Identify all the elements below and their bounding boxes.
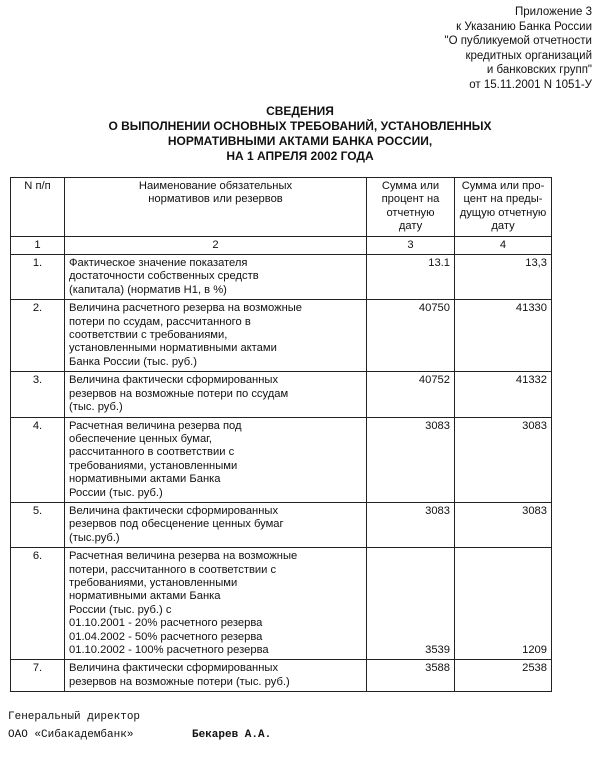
row-number: 2. (11, 300, 65, 372)
requirement-name (65, 502, 367, 547)
requirement-name-line: резервов на возможные потери (тыс. руб.) (69, 675, 290, 688)
requirement-name-line: установленными нормативными актами (69, 342, 277, 355)
current-value: 3588 (367, 660, 455, 692)
requirement-name-line: нормативными актами Банка (69, 590, 221, 603)
table-header-row (11, 178, 552, 237)
row-number: 5. (11, 502, 65, 547)
table-row (11, 417, 552, 502)
header-cell-name: Наименование обязательных нормативов или резервов (65, 178, 367, 237)
requirement-name-line: Величина расчетного резерва на возможные (69, 302, 303, 315)
previous-value: 1209 (455, 548, 552, 660)
requirement-name (65, 300, 367, 372)
requirement-name-line: соответствии с требованиями, (69, 329, 228, 342)
previous-value: 41332 (455, 372, 552, 417)
header-cell-current: Сумма или процент на отчетную дату (367, 178, 455, 237)
signer-position: Генеральный директор (8, 711, 141, 723)
table-row (11, 300, 552, 372)
appendix-line: от 15.11.2001 N 1051-У (469, 78, 592, 91)
requirement-name (65, 372, 367, 417)
requirement-name-line: потери, рассчитанного в соответствии с (69, 563, 277, 576)
current-value: 3083 (367, 502, 455, 547)
requirement-name (65, 548, 367, 660)
current-value: 3539 (367, 548, 455, 660)
requirement-name-line: потери по ссудам, рассчитанного в (69, 315, 251, 328)
signer-name: Бекарев А.А. (192, 729, 272, 741)
table-row (11, 372, 552, 417)
signature-block (8, 708, 272, 744)
title-line: СВЕДЕНИЯ (266, 104, 334, 118)
requirement-name (65, 255, 367, 300)
table-row (11, 255, 552, 300)
requirement-name-line: резервов под обесценение ценных бумаг (69, 518, 284, 531)
previous-value: 3083 (455, 502, 552, 547)
title-line: НА 1 АПРЕЛЯ 2002 ГОДА (226, 149, 374, 163)
requirement-name-line: 01.04.2002 - 50% расчетного резерва (69, 630, 263, 643)
appendix-line: Приложение 3 (514, 6, 592, 18)
column-index: 3 (367, 236, 455, 254)
requirement-name-line: достаточности собственных средств (69, 270, 259, 283)
current-value: 3083 (367, 417, 455, 502)
table-row (11, 502, 552, 547)
requirement-name-line: (тыс.руб.) (69, 531, 120, 544)
requirement-name-line: резервов на возможные потери по ссудам (69, 387, 289, 400)
header-cell-previous: Сумма или про- цент на преды- дущую отчетную дату (455, 178, 552, 237)
current-value: 40752 (367, 372, 455, 417)
requirement-name-line: Величина фактически сформированных (69, 662, 279, 675)
document-title (0, 104, 600, 164)
requirement-name (65, 660, 367, 692)
organization-name: ОАО «Сибакадембанк» (8, 729, 134, 741)
row-number: 7. (11, 660, 65, 692)
requirement-name-line: (капитала) (норматив Н1, в %) (69, 283, 227, 296)
table-row (11, 660, 552, 692)
requirement-name-line: России (тыс. руб.) (69, 486, 163, 499)
requirement-name-line: Величина фактически сформированных (69, 374, 279, 387)
column-index-row (11, 236, 552, 254)
requirement-name-line: Фактическое значение показателя (69, 257, 248, 270)
requirement-name-line: Расчетная величина резерва под (69, 419, 242, 432)
requirement-name-line: России (тыс. руб.) с (69, 603, 172, 616)
requirement-name-line: Величина фактически сформированных (69, 504, 279, 517)
appendix-line: и банковских групп" (486, 64, 592, 76)
requirement-name-line: Расчетная величина резерва на возможные (69, 550, 298, 563)
column-index: 1 (11, 236, 65, 254)
title-line: НОРМАТИВНЫМИ АКТАМИ БАНКА РОССИИ, (167, 134, 433, 148)
current-value: 40750 (367, 300, 455, 372)
requirement-name-line: (тыс. руб.) (69, 401, 123, 414)
appendix-reference (352, 5, 592, 92)
appendix-line: "О публикуемой отчетности (444, 35, 592, 47)
requirement-name-line: обеспечение ценных бумаг, (69, 432, 213, 445)
appendix-line: к Указанию Банка России (456, 20, 592, 33)
requirement-name-line: рассчитанного в соответствии с (69, 446, 235, 459)
table-row (11, 548, 552, 660)
requirement-name-line: Банка России (тыс. руб.) (69, 355, 197, 368)
requirement-name-line: нормативными актами Банка (69, 473, 221, 486)
column-index: 4 (455, 236, 552, 254)
previous-value: 41330 (455, 300, 552, 372)
row-number: 1. (11, 255, 65, 300)
requirement-name-line: 01.10.2002 - 100% расчетного резерва (69, 644, 269, 656)
requirement-name-line: 01.10.2001 - 20% расчетного резерва (69, 617, 263, 630)
row-number: 3. (11, 372, 65, 417)
row-number: 6. (11, 548, 65, 660)
header-cell-number: N п/п (11, 178, 65, 237)
previous-value: 13,3 (455, 255, 552, 300)
previous-value: 3083 (455, 417, 552, 502)
requirements-table (10, 177, 552, 692)
title-line: О ВЫПОЛНЕНИИ ОСНОВНЫХ ТРЕБОВАНИЙ, УСТАНОВЛЕННЫХ (108, 119, 492, 133)
requirement-name (65, 417, 367, 502)
requirement-name-line: требованиями, установленными (69, 459, 238, 472)
row-number: 4. (11, 417, 65, 502)
current-value: 13.1 (367, 255, 455, 300)
requirement-name-line: требованиями, установленными (69, 576, 238, 589)
previous-value: 2538 (455, 660, 552, 692)
column-index: 2 (65, 236, 367, 254)
appendix-line: кредитных организаций (465, 49, 592, 62)
